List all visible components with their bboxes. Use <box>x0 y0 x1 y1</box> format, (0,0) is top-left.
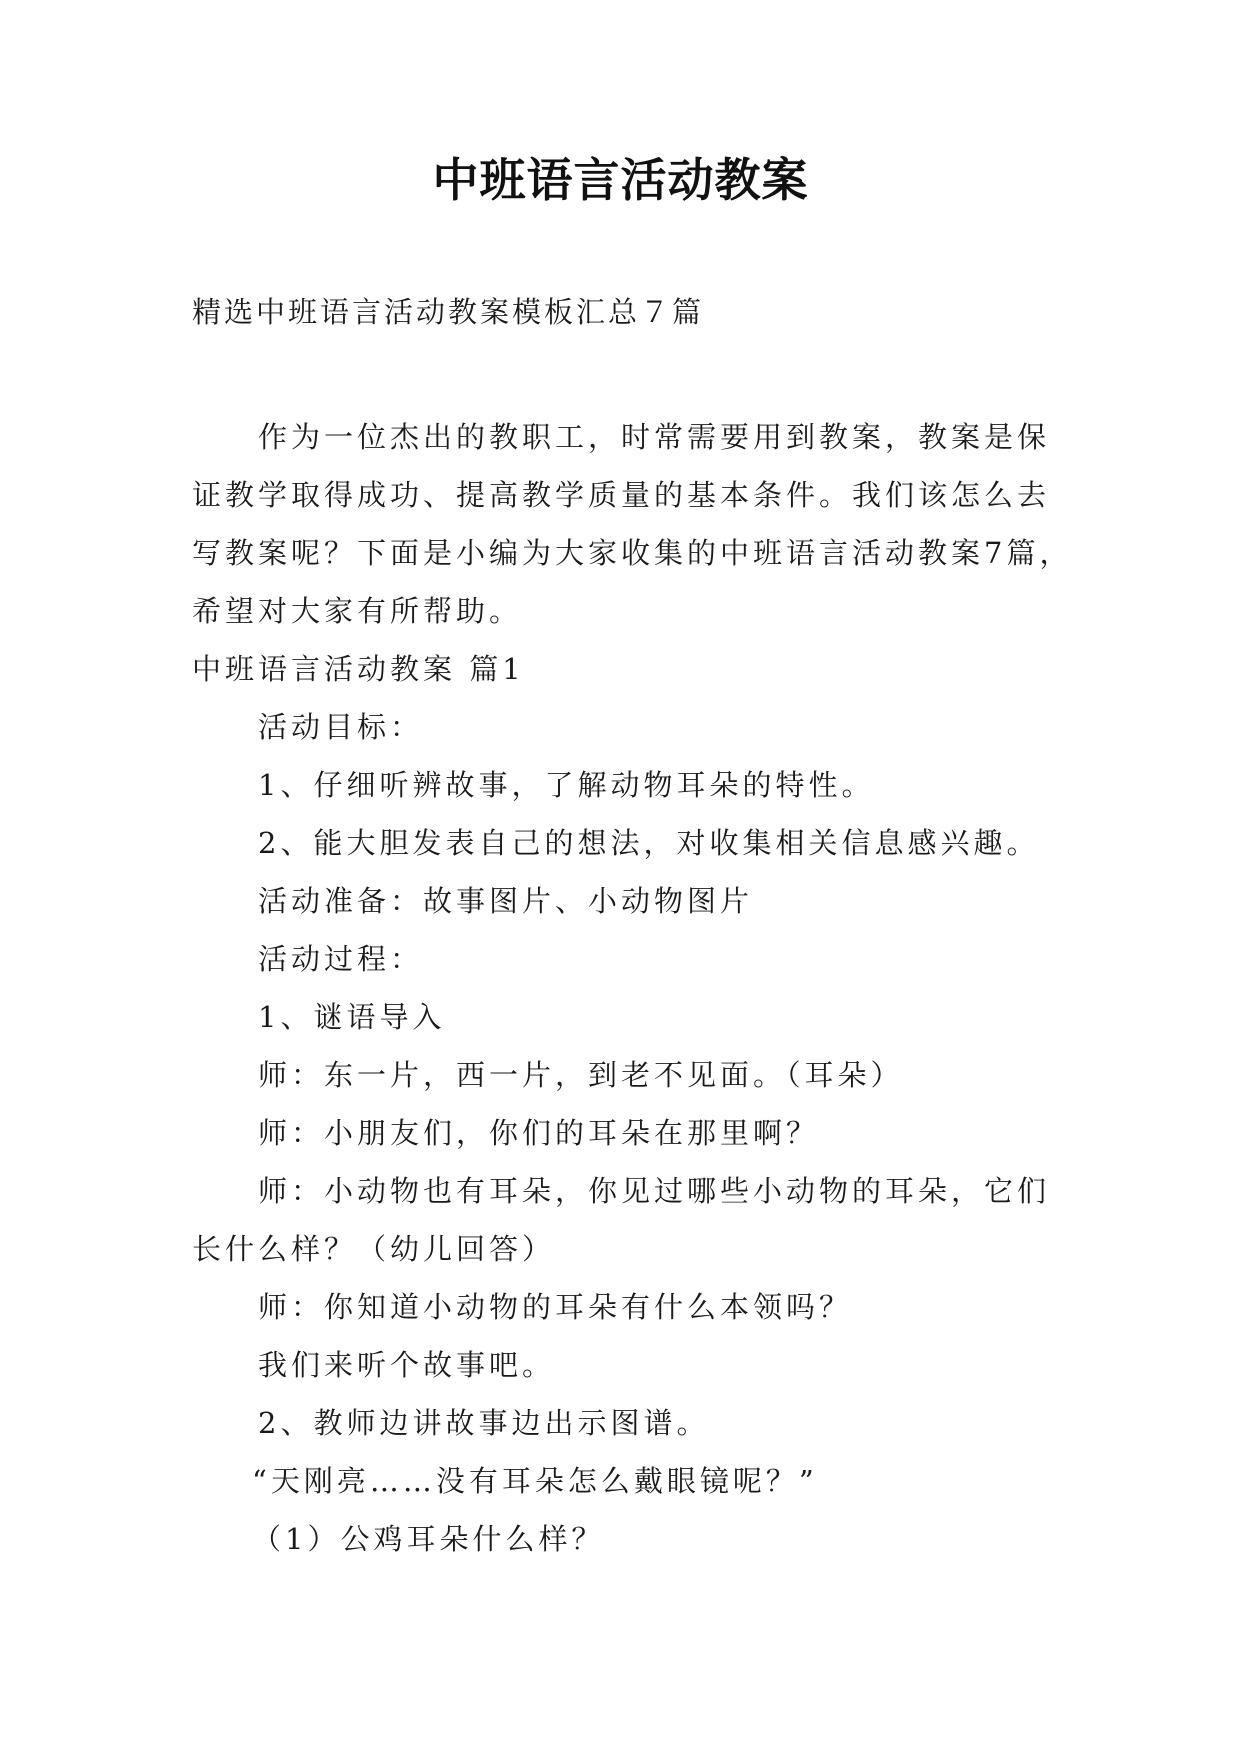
paragraph-line: 写教案呢？下面是小编为大家收集的中班语言活动教案7篇， <box>192 536 1073 570</box>
paragraph-line: 2、教师边讲故事边出示图谱。 <box>258 1406 710 1440</box>
paragraph-line: （1）公鸡耳朵什么样？ <box>252 1522 605 1556</box>
paragraph-line: 2、能大胆发表自己的想法，对收集相关信息感兴趣。 <box>258 826 1040 860</box>
paragraph-line: 活动过程： <box>258 942 424 976</box>
paragraph-line: 1、仔细听辨故事，了解动物耳朵的特性。 <box>258 768 875 802</box>
paragraph-line: 师：你知道小动物的耳朵有什么本领吗？ <box>258 1290 853 1324</box>
paragraph-line: 活动准备：故事图片、小动物图片 <box>258 884 754 918</box>
paragraph-line: “天刚亮……没有耳朵怎么戴眼镜呢？” <box>252 1464 818 1498</box>
paragraph-line: 1、谜语导入 <box>258 1000 446 1034</box>
paragraph-line: 证教学取得成功、提高教学质量的基本条件。我们该怎么去 <box>192 478 1051 512</box>
paragraph-line: 师：小朋友们，你们的耳朵在那里啊？ <box>258 1116 820 1150</box>
document-title: 中班语言活动教案 <box>432 153 809 207</box>
paragraph-line: 师：东一片，西一片，到老不见面。（耳朵） <box>258 1058 904 1092</box>
paragraph-line: 希望对大家有所帮助。 <box>192 594 523 628</box>
paragraph-line: 我们来听个故事吧。 <box>258 1348 556 1382</box>
paragraph-line: 长什么样？（幼儿回答） <box>192 1232 556 1266</box>
paragraph-line: 作为一位杰出的教职工，时常需要用到教案，教案是保 <box>258 420 1051 454</box>
paragraph-line: 师：小动物也有耳朵，你见过哪些小动物的耳朵，它们 <box>258 1174 1051 1208</box>
section-heading: 中班语言活动教案 篇1 <box>192 652 525 686</box>
document-subtitle: 精选中班语言活动教案模板汇总７篇 <box>192 295 705 329</box>
paragraph-line: 活动目标： <box>258 710 424 744</box>
document-body <box>192 408 1073 1568</box>
